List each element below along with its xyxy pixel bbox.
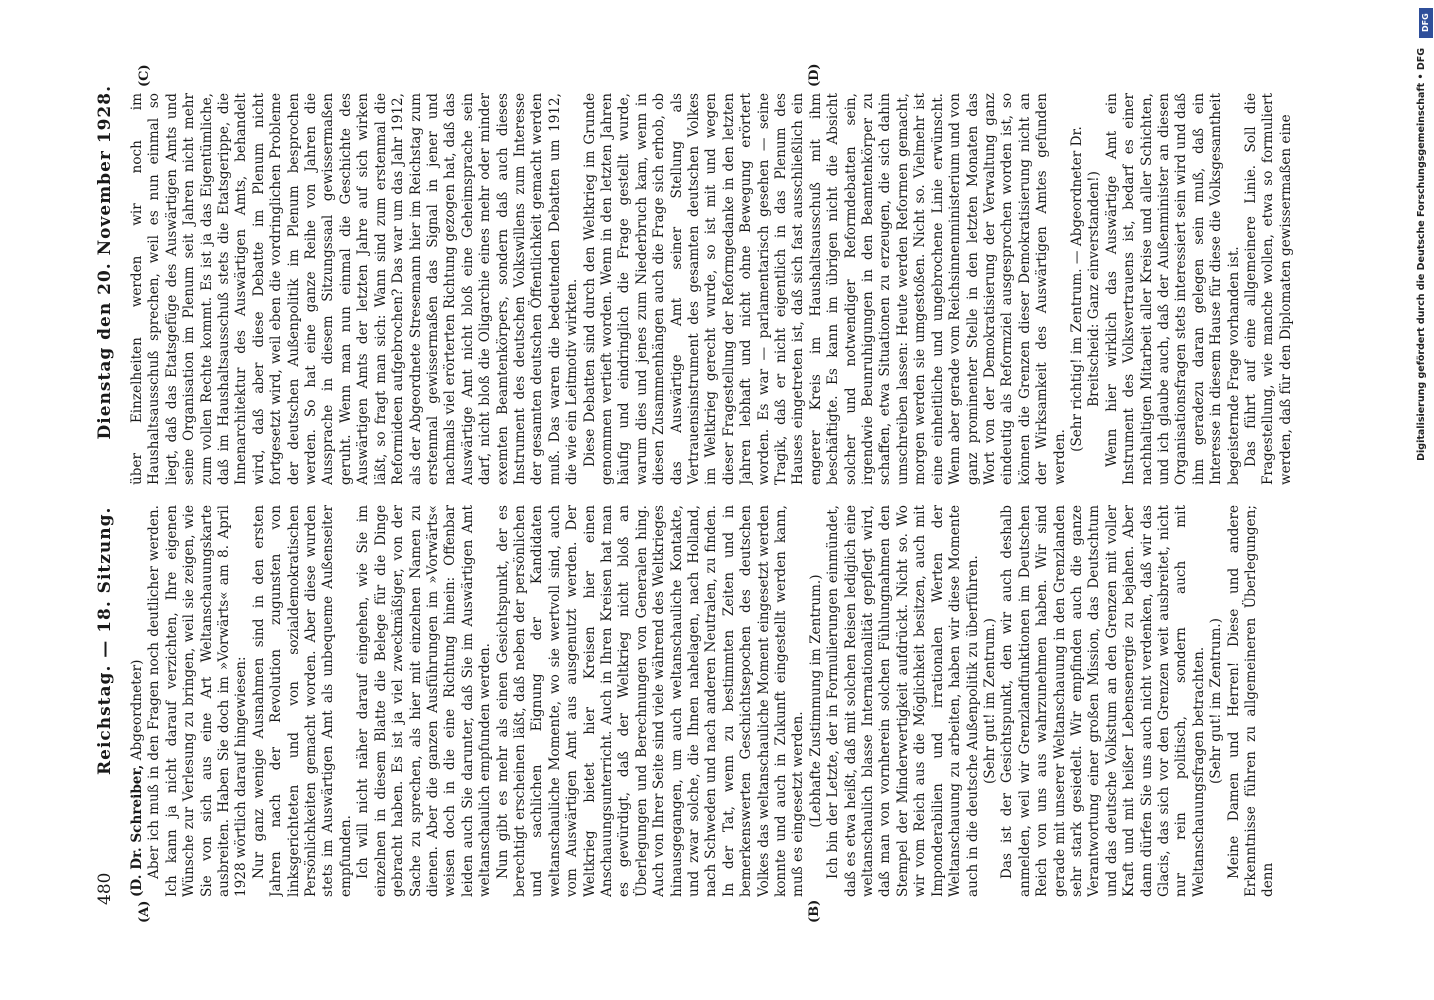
paragraph: Wenn hier wirklich das Auswärtige Amt ein Instrument des Volksvertrauens ist, bedarf es einer nachhaltigen Mitarbeit aller Kreise und aller Schichten, und ich glaube auch, daß der Außenminister an diesen Organisationsfragen stets interessiert sein wird und daß ihm geradezu daran gelegen sein muß, daß ein Interesse in diesem Hause für diese die Volksgesamtheit begeisternde Frage vorhanden ist.	[1103, 93, 1242, 485]
paragraph: Ich bin der Letzte, der in Formulierungen einmündet, daß es etwa heißt, daß mit solchen Reisen lediglich eine weltanschaulich blasse Internationalität gepflegt wird, daß man von vornherein solchen Fühlungnahmen den Stempel der Minderwertigkeit aufdrückt. Nicht so. Wo wir vom Reich aus die Möglichkeit besitzen, auch mit Imponderabilien und irrationalen Werten der Weltanschauung zu arbeiten, haben wir diese Momente auch in die deutsche Außenpolitik zu überführen.	[825, 505, 981, 897]
interjection: (Sehr gut! im Zentrum.)	[981, 618, 998, 784]
paragraph: Diese Debatten sind durch den Weltkrieg im Grunde genommen vertieft worden. Wenn in den letzten Jahren häufig und eindringlich die Frage gestellt wurde, warum dies und jenes zum Niederbruch kam, wenn in diesen Zusammenhängen auch die Frage sich erhob, ob das Auswärtige Amt seiner Stellung als Vertrauensinstrument des gesamten deutschen Volkes im Weltkrieg gerecht wurde, so ist mit und wegen dieser Fragestellung der Reformgedanke in den letzten Jahren lebhaft und nicht ohne Bewegung erörtert worden. Es war — parlamentarisch gesehen — seine Tragik, daß er nicht eigentlich in das Plenum des Hauses eingetreten ist, daß sich fast ausschließlich ein engerer Kreis im Haushaltsausschuß mit ihm beschäftigte. Es kann im übrigen nicht die Absicht solcher und notwendiger Reformdebatten sein, irgendwie Beunruhigungen in den Beamtenkörper zu schaffen, etwa Situationen zu erzeugen, die sich dahin umschreiben lassen: Heute werden Reformen gemacht, morgen werden sie umgestoßen. Nicht so. Vielmehr ist eine einheitliche und ungebrochene Linie erwünscht. Wenn aber gerade vom Reichsinnenministerium und von ganz prominenter Stelle in den letzten Monaten das Wort von der Demokratisierung der Verwaltung ganz eindeutig als Reformziel ausgesprochen worden ist, so können die Grenzen dieser Demokratisierung nicht an der Wirksamkeit des Auswärtigen Amtes gefunden werden.	[581, 93, 1068, 485]
margin-marker-a: (A)	[137, 900, 152, 923]
page-date: Dienstag den 20. November 1928.	[95, 85, 115, 440]
paragraph: Aber ich muß in den Fragen noch deutlicher werden. Ich kann ja nicht darauf verzichten, Ihre eigenen Wünsche zur Verlesung zu bringen, weil sie zeigen, wie Sie von sich aus eine Art Weltanschauungskarte ausbreiten. Haben Sie doch im »Vorwärts« am 8. April 1928 wörtlich darauf hingewiesen:	[146, 505, 250, 897]
text-column-right	[129, 93, 1339, 485]
paragraph: Ich will nicht näher darauf eingehen, wie Sie im einzelnen in diesem Blatte die Belege für die Dinge gebracht haben. Es ist ja viel zweckmäßiger, von der Sache zu sprechen, als hier mit einzelnen Namen zu dienen. Aber die ganzen Ausführungen im »Vorwärts« weisen doch in die eine Richtung hinein: Offenbar leiden auch Sie darunter, daß Sie im Auswärtigen Amt weltanschaulich empfunden werden.	[355, 505, 494, 897]
interjection: (Lebhafte Zustimmung im Zentrum.)	[807, 574, 824, 828]
margin-marker-b: (B)	[807, 899, 822, 923]
interjection: (Sehr gut! im Zentrum.)	[1208, 618, 1225, 784]
digitization-credit-text: Digitalisierung gefördert durch die Deutsche Forschungsgemeinschaft • DFG	[1416, 48, 1427, 461]
digitization-credit	[1416, 8, 1434, 988]
page-number: 480	[95, 872, 115, 905]
page-title: Reichstag. — 18. Sitzung.	[95, 506, 115, 775]
speaker-role: Abgeordneter)	[129, 659, 145, 761]
speaker-line	[129, 505, 146, 897]
quote-paragraph: Nur ganz wenige Ausnahmen sind in den ersten Jahren nach der Revolution zugunsten von linksgerichteten und von sozialdemokratischen Persönlichkeiten gemacht worden. Aber diese wurden stets im Auswärtigen Amt als unbequeme Außenseiter empfunden.	[250, 505, 354, 897]
page-header	[87, 75, 127, 925]
margin-marker-c: (C)	[137, 64, 152, 87]
text-column-left	[129, 505, 1339, 897]
margin-marker-d: (D)	[807, 63, 822, 87]
paragraph: Meine Damen und Herren! Diese und andere Erkenntnisse führen zu allgemeineren Überlegungen; denn	[1225, 505, 1277, 897]
paragraph: Das führt auf eine allgemeinere Linie. Soll die Fragestellung, wie manche wollen, etwa so formuliert werden, daß für den Diplomaten gewissermaßen eine	[1243, 93, 1294, 485]
document-page	[87, 63, 1347, 925]
paragraph: Nun gibt es mehr als einen Gesichtspunkt, der es berechtigt erscheinen läßt, daß neben der persönlichen und sachlichen Eignung der Kandidaten weltanschauliche Momente, wo sie wertvoll sind, auch vom Auswärtigen Amt aus ausgenutzt werden. Der Weltkrieg bietet hier Kreisen hier einen Anschauungsunterricht. Auch in Ihren Kreisen hat man es gewürdigt, daß der Weltkrieg nicht bloß an Überlegungen und Berechnungen von Generalen hing. Auch von Ihrer Seite sind viele während des Weltkrieges hinausgegangen, um auch weltanschauliche Kontakte, und zwar solche, die Ihnen nahelagen, nach Holland, nach Schweden und nach anderen Neutralen, zu finden. In der Tat, wenn zu bestimmten Zeiten und in bemerkenswerten Geschichtsepochen des deutschen Volkes das weltanschauliche Moment eingesetzt werden konnte und auch in Zukunft eingestellt werden kann, muß es eingesetzt werden.	[494, 505, 807, 897]
paragraph: über Einzelheiten werden wir noch im Haushaltsausschuß sprechen, weil es nun einmal so liegt, daß das Etatsgefüge des Auswärtigen Amts und seine Organisation im Plenum seit Jahren nicht mehr zum vollen Rechte kommt. Es ist ja das Eigentümliche, daß im Haushaltsausschuß stets die Etatsgerippe, die Innenarchitektur des Auswärtigen Amts, behandelt wird, daß aber diese Debatte im Plenum nicht fortgesetzt wird, weil eben die vordringlichen Probleme der deutschen Außenpolitik im Plenum besprochen werden. So hat eine ganze Reihe von Jahren die Aussprache in diesem Sitzungssaal gewissermaßen geruht. Wenn man nun einmal die Geschichte des Auswärtigen Amts der letzten Jahre auf sich wirken läßt, so fragt man sich: Wann sind zum erstenmal die Reformideen aufgebrochen? Das war um das Jahr 1912, als der Abgeordnete Stresemann hier im Reichstag zum erstenmal gewissermaßen das Signal in jener und nachmals viel erörterten Richtung gezogen hat, daß das Auswärtige Amt nicht bloß eine Geheimsprache sein darf, nicht bloß die Oligarchie eines mehr oder minder exemten Beamtenkörpers, sondern daß auch dieses Instrument des deutschen Volkswillens zum Interesse der gesamten deutschen Öffentlichkeit gemacht werden muß. Das waren die bedeutenden Debatten um 1912, die wie ein Leitmotiv wirkten.	[129, 93, 581, 485]
speaker-name: (D. Dr. Schreiber,	[129, 764, 145, 897]
paragraph: Das ist der Gesichtspunkt, den wir auch deshalb anmelden, weil wir Grenzlandfunktionen im Deutschen Reich von uns aus wahrzunehmen haben. Wir sind gerade mit unserer Weltanschauung in den Grenzlanden sehr stark gesiedelt. Wir empfinden auch die ganze Verantwortung einer großen Mission, das Deutschtum und das deutsche Volkstum an den Grenzen mit voller Kraft und mit heißer Lebensenergie zu bejahen. Aber dann dürfen Sie uns auch nicht verdenken, daß wir das Glacis, das sich vor den Grenzen weit ausbreitet, nicht nur rein politisch, sondern auch mit Weltanschauungsfragen betrachten.	[999, 505, 1207, 897]
interjection: (Sehr richtig! im Zentrum. — Abgeordneter Dr. Breitscheid: Ganz einverstanden!)	[1068, 126, 1103, 452]
dfg-logo: DFG	[1419, 8, 1433, 38]
